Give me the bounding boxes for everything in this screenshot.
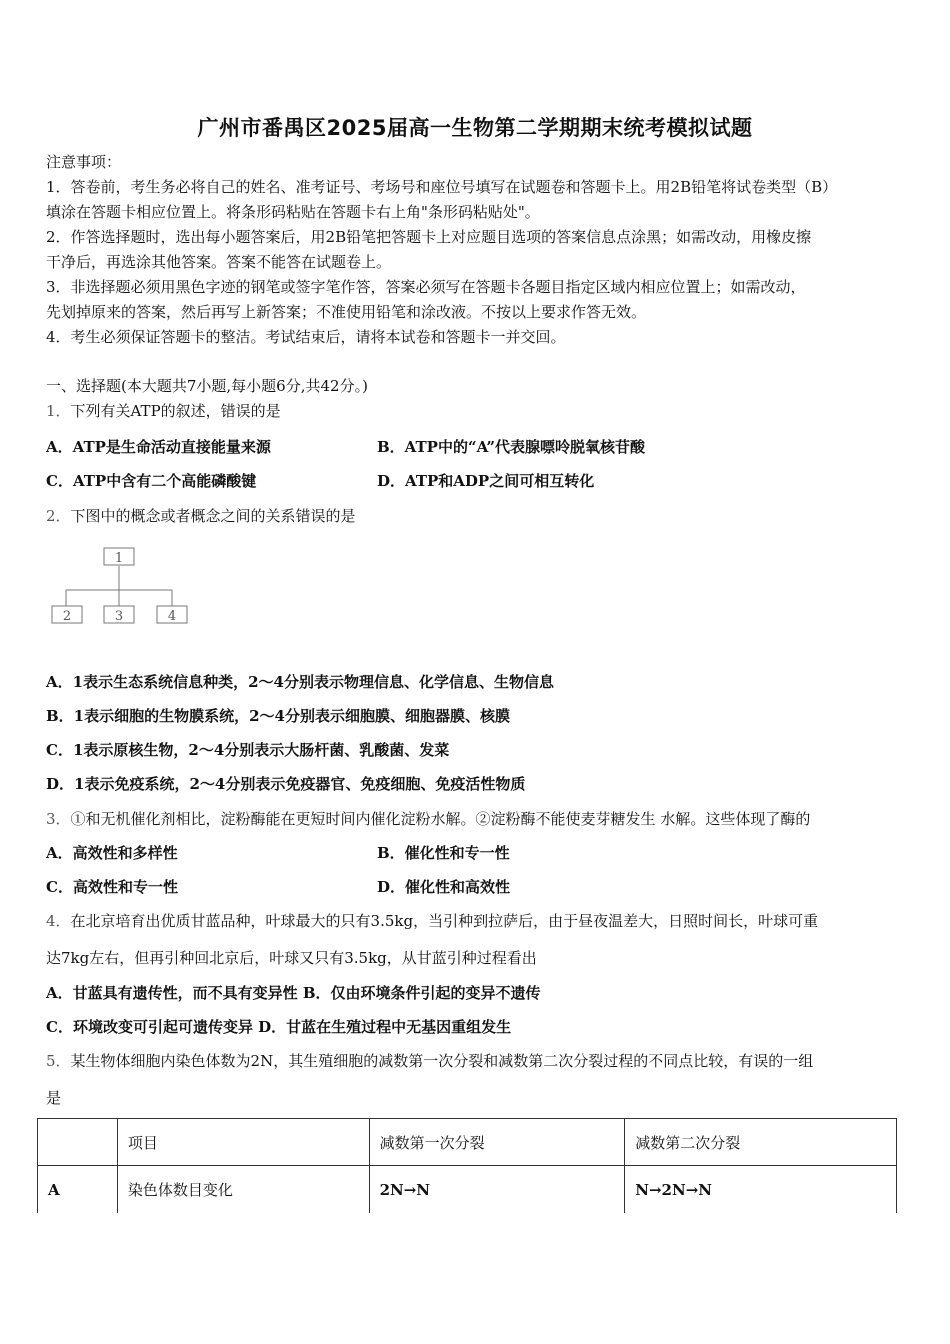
notice-line: 干净后，再选涂其他答案。答案不能答在试题卷上。 [46, 253, 392, 271]
comparison-table [37, 1118, 897, 1213]
table-cell: 2N→N [369, 1166, 625, 1214]
question-number: 1． [46, 402, 71, 420]
table-header-cell: 减数第二次分裂 [625, 1119, 897, 1166]
question-number: 4． [46, 912, 71, 930]
question-1-option-c: C．ATP中含有二个高能磷酸键 [46, 472, 257, 490]
question-1-option-a: A．ATP是生命活动直接能量来源 [46, 438, 271, 456]
table-cell: 染色体数目变化 [117, 1166, 369, 1214]
diagram-label-4: 4 [167, 609, 177, 624]
question-1-option-b: B．ATP中的“A”代表腺嘌呤脱氧核苷酸 [377, 438, 646, 456]
question-3-option-d: D．催化性和高效性 [377, 878, 511, 896]
table-header-cell: 项目 [117, 1119, 369, 1166]
concept-diagram [46, 544, 196, 628]
question-5-stem-continued: 是 [46, 1089, 62, 1107]
question-5-stem [46, 1051, 813, 1071]
question-2-option-d: D．1表示免疫系统，2～4分别表示免疫器官、免疫细胞、免疫活性物质 [46, 775, 526, 793]
notice-line: 先划掉原来的答案，然后再写上新答案；不准使用铅笔和涂改液。不按以上要求作答无效。 [46, 303, 647, 321]
table-header-row [38, 1119, 897, 1166]
notice-heading: 注意事项： [46, 153, 122, 171]
diagram-label-2: 2 [62, 609, 72, 624]
question-4-stem-continued: 达7kg左右，但再引种回北京后，叶球又只有3.5kg，从甘蓝引种过程看出 [46, 949, 537, 967]
question-2-option-b: B．1表示细胞的生物膜系统，2～4分别表示细胞膜、细胞器膜、核膜 [46, 707, 510, 725]
diagram-label-1: 1 [114, 551, 124, 566]
table-row [38, 1166, 897, 1214]
question-number: 5． [46, 1052, 71, 1070]
question-number: 2． [46, 507, 71, 525]
question-2-stem [46, 506, 356, 526]
question-1-option-d: D．ATP和ADP之间可相互转化 [377, 472, 595, 490]
question-4-options-ab: A．甘蓝具有遗传性，而不具有变异性 B．仅由环境条件引起的变异不遗传 [46, 984, 541, 1002]
question-3-option-a: A．高效性和多样性 [46, 844, 178, 862]
question-text: 在北京培育出优质甘蓝品种，叶球最大的只有3.5kg，当引种到拉萨后，由于昼夜温差大，日照时间长，叶球可重 [70, 912, 819, 930]
notice-line: 填涂在答题卡相应位置上。将条形码粘贴在答题卡右上角"条形码粘贴处"。 [46, 203, 540, 221]
table-cell: N→2N→N [625, 1166, 897, 1214]
notice-line: 1．答卷前，考生务必将自己的姓名、准考证号、考场号和座位号填写在试题卷和答题卡上。用2B铅笔将试卷类型（B） [46, 178, 838, 196]
question-text: ①和无机催化剂相比，淀粉酶能在更短时间内催化淀粉水解。②淀粉酶不能使麦芽糖发生 水解。这些体现了酶的 [70, 810, 811, 828]
question-2-option-a: A．1表示生态系统信息种类，2～4分别表示物理信息、化学信息、生物信息 [46, 673, 554, 691]
question-4-options-cd: C．环境改变可引起可遗传变异 D．甘蓝在生殖过程中无基因重组发生 [46, 1018, 512, 1036]
question-text: 下列有关ATP的叙述，错误的是 [70, 402, 281, 420]
section-heading: 一、选择题(本大题共7小题,每小题6分,共42分。) [46, 377, 368, 395]
question-text: 下图中的概念或者概念之间的关系错误的是 [70, 507, 356, 525]
table-header-cell [38, 1119, 118, 1166]
question-4-stem [46, 911, 818, 931]
notice-line: 4．考生必须保证答题卡的整洁。考试结束后，请将本试卷和答题卡一并交回。 [46, 328, 566, 346]
question-2-option-c: C．1表示原核生物，2～4分别表示大肠杆菌、乳酸菌、发菜 [46, 741, 450, 759]
notice-line: 2．作答选择题时，选出每小题答案后，用2B铅笔把答题卡上对应题目选项的答案信息点涂黑；如需改动，用橡皮擦 [46, 228, 812, 246]
table-header-cell: 减数第一次分裂 [369, 1119, 625, 1166]
question-1-stem [46, 401, 281, 421]
question-3-stem [46, 809, 810, 829]
question-3-option-c: C．高效性和专一性 [46, 878, 178, 896]
page-title: 广州市番禺区2025届高一生物第二学期期末统考模拟试题 [197, 116, 753, 140]
table-cell: A [38, 1166, 118, 1214]
diagram-label-3: 3 [114, 609, 124, 624]
question-3-option-b: B．催化性和专一性 [377, 844, 510, 862]
question-number: 3． [46, 810, 71, 828]
notice-line: 3．非选择题必须用黑色字迹的钢笔或签字笔作答，答案必须写在答题卡各题目指定区域内相应位置上；如需改动， [46, 278, 806, 296]
question-text: 某生物体细胞内染色体数为2N，其生殖细胞的减数第一次分裂和减数第二次分裂过程的不同点比较，有误的一组 [70, 1052, 814, 1070]
